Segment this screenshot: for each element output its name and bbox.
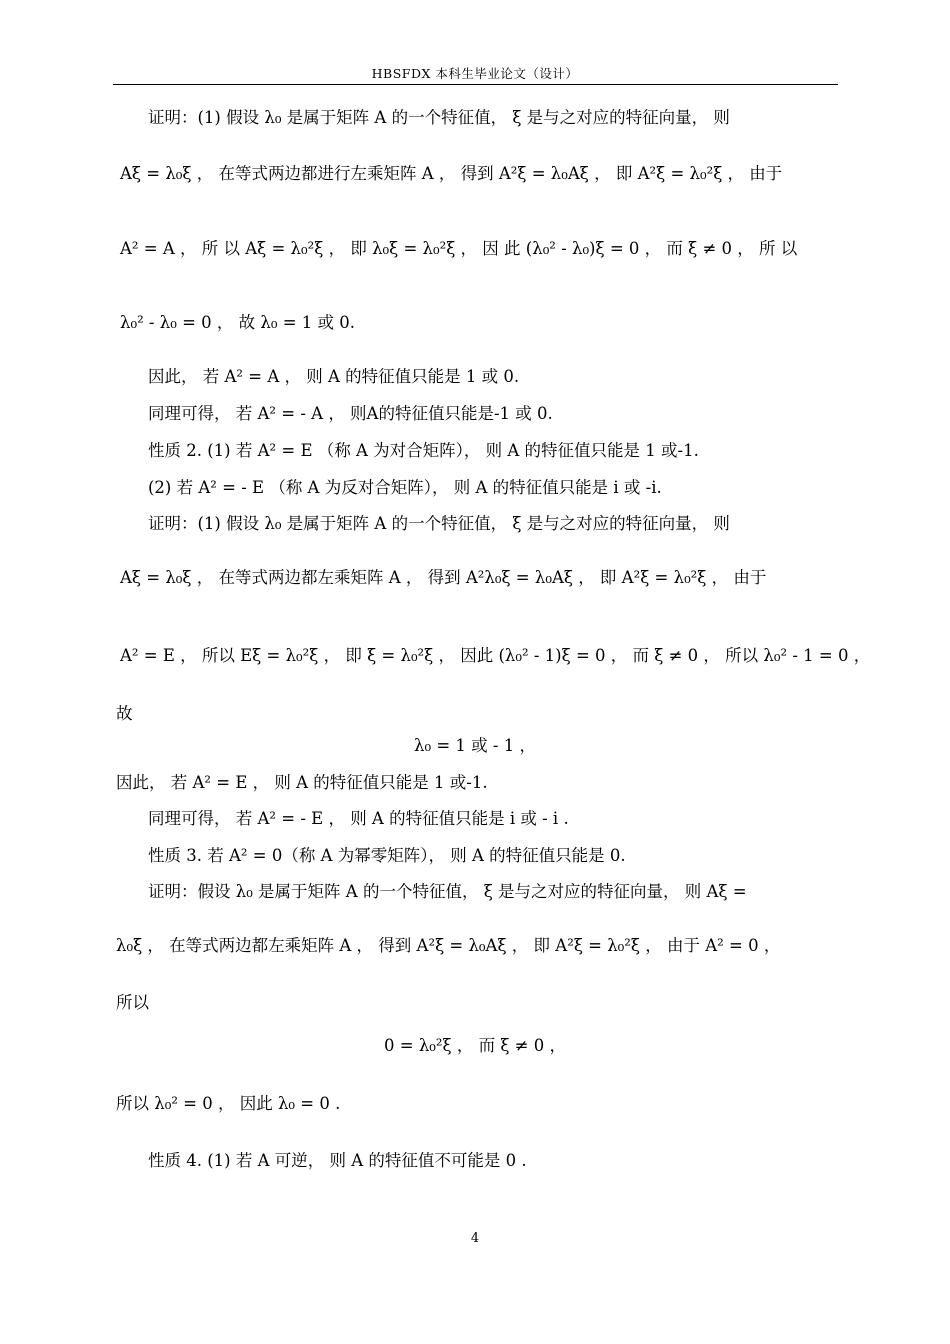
property-3-statement: 性质 3. 若 A² = 0（称 A 为幂零矩阵）， 则 A 的特征值只能是 0.: [148, 846, 626, 865]
header-rule: [113, 84, 838, 85]
proof-1-line-3: A² = A ， 所 以 Aξ = λ₀²ξ ， 即 λ₀ξ = λ₀²ξ ， 因 此 (λ₀² - λ₀)ξ = 0 ， 而 ξ ≠ 0 ， 所 以: [120, 239, 798, 258]
page-number: 4: [470, 1231, 480, 1246]
proof-3-line-2: λ₀ξ ， 在等式两边都左乘矩阵 A ， 得到 A²ξ = λ₀Aξ ， 即 A²ξ = λ₀²ξ ， 由于 A² = 0 ，: [116, 936, 781, 955]
conclusion-line-2: 同理可得， 若 A² = - A ， 则A的特征值只能是-1 或 0.: [148, 404, 553, 423]
property-2-statement-1: 性质 2. (1) 若 A² = E （称 A 为对合矩阵）， 则 A 的特征值只能是 1 或-1.: [148, 441, 699, 460]
proof-2-line-3: A² = E ， 所以 Eξ = λ₀²ξ ， 即 ξ = λ₀²ξ ， 因此 (λ₀² - 1)ξ = 0 ， 而 ξ ≠ 0 ， 所以 λ₀² - 1 = 0 ，: [120, 646, 871, 665]
proof-2-conclusion: 因此， 若 A² = E ， 则 A 的特征值只能是 1 或-1.: [116, 773, 488, 792]
property-4-statement: 性质 4. (1) 若 A 可逆， 则 A 的特征值不可能是 0 .: [148, 1151, 527, 1170]
conclusion-line-1: 因此， 若 A² = A ， 则 A 的特征值只能是 1 或 0.: [148, 367, 520, 386]
running-header: HBSFDX 本科生毕业论文（设计）: [371, 66, 579, 81]
proof-2-similar: 同理可得， 若 A² = - E ， 则 A 的特征值只能是 i 或 - i .: [148, 809, 569, 828]
proof-3-line-1: 证明：假设 λ₀ 是属于矩阵 A 的一个特征值， ξ 是与之对应的特征向量， 则 Aξ =: [148, 882, 747, 901]
proof-3-conclusion: 所以 λ₀² = 0 ， 因此 λ₀ = 0 .: [116, 1094, 341, 1113]
proof-2-line-1: 证明：(1) 假设 λ₀ 是属于矩阵 A 的一个特征值， ξ 是与之对应的特征向量， 则: [148, 514, 730, 533]
property-2-statement-2: (2) 若 A² = - E （称 A 为反对合矩阵）， 则 A 的特征值只能是 i 或 -i.: [148, 478, 662, 497]
proof-2-centered-equation: λ₀ = 1 或 - 1 ，: [414, 736, 536, 755]
proof-1-line-1: 证明：(1) 假设 λ₀ 是属于矩阵 A 的一个特征值， ξ 是与之对应的特征向量， 则: [148, 108, 730, 127]
proof-2-line-2: Aξ = λ₀ξ ， 在等式两边都左乘矩阵 A ， 得到 A²λ₀ξ = λ₀Aξ ， 即 A²ξ = λ₀²ξ ， 由于: [120, 568, 767, 587]
proof-3-centered-equation: 0 = λ₀²ξ ， 而 ξ ≠ 0 ，: [384, 1036, 566, 1055]
proof-1-line-2: Aξ = λ₀ξ ， 在等式两边都进行左乘矩阵 A ， 得到 A²ξ = λ₀Aξ ， 即 A²ξ = λ₀²ξ ， 由于: [120, 164, 783, 183]
proof-1-line-4: λ₀² - λ₀ = 0 ， 故 λ₀ = 1 或 0.: [120, 313, 355, 332]
proof-2-line-4: 故: [116, 704, 133, 723]
proof-3-line-3: 所以: [116, 993, 149, 1012]
